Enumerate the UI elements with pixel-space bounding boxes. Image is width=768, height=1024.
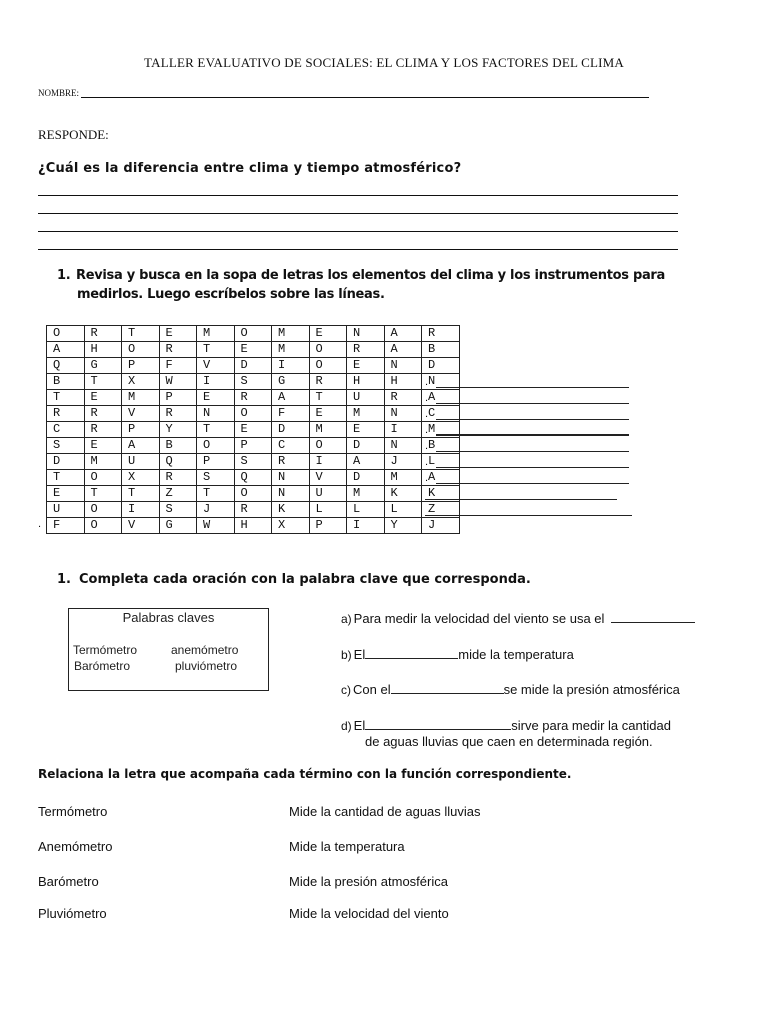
- grid-cell[interactable]: E: [234, 422, 272, 438]
- grid-cell[interactable]: A: [347, 454, 385, 470]
- grid-cell[interactable]: A: [122, 438, 160, 454]
- sentence-c: [341, 681, 680, 697]
- grid-cell[interactable]: P: [159, 390, 197, 406]
- grid-row: [47, 374, 460, 390]
- bullet-dot: .: [425, 472, 429, 484]
- grid-cell[interactable]: T: [197, 486, 235, 502]
- grid-cell[interactable]: D: [422, 358, 460, 374]
- grid-cell[interactable]: Y: [384, 518, 422, 534]
- relation-function: Mide la cantidad de aguas lluvias: [289, 804, 481, 819]
- grid-cell[interactable]: K: [422, 486, 460, 502]
- grid-cell[interactable]: E: [47, 486, 85, 502]
- relation-term: Termómetro: [38, 804, 108, 819]
- relation-function: Mide la presión atmosférica: [289, 874, 448, 889]
- grid-cell[interactable]: N: [272, 470, 310, 486]
- worksheet-title: TALLER EVALUATIVO DE SOCIALES: EL CLIMA Y LOS FACTORES DEL CLIMA: [144, 55, 624, 70]
- instruction-number: 1.: [57, 268, 71, 283]
- sentence-text: El: [353, 647, 366, 662]
- answer-blank[interactable]: [425, 472, 629, 484]
- grid-cell[interactable]: S: [234, 454, 272, 470]
- grid-cell[interactable]: C: [272, 438, 310, 454]
- sentence-text: Con el: [353, 682, 391, 697]
- grid-row: [47, 358, 460, 374]
- grid-cell[interactable]: E: [234, 342, 272, 358]
- grid-cell[interactable]: E: [347, 358, 385, 374]
- grid-cell[interactable]: R: [159, 406, 197, 422]
- grid-cell[interactable]: X: [122, 374, 160, 390]
- sentence-label: a): [341, 612, 352, 626]
- fill-blank[interactable]: [365, 646, 458, 659]
- grid-cell[interactable]: E: [309, 406, 347, 422]
- grid-cell[interactable]: F: [159, 358, 197, 374]
- grid-cell[interactable]: V: [197, 358, 235, 374]
- blank-line[interactable]: [436, 475, 629, 484]
- answer-blank[interactable]: [425, 456, 629, 468]
- bullet-dot: .: [425, 424, 429, 436]
- grid-cell[interactable]: O: [234, 406, 272, 422]
- sentence-b: [341, 646, 574, 662]
- grid-cell[interactable]: Z: [159, 486, 197, 502]
- grid-cell[interactable]: U: [122, 454, 160, 470]
- grid-row: [47, 342, 460, 358]
- grid-cell[interactable]: P: [197, 454, 235, 470]
- grid-cell[interactable]: I: [347, 518, 385, 534]
- sentence-label: b): [341, 648, 352, 662]
- grid-row: [47, 470, 460, 486]
- grid-cell[interactable]: C: [47, 422, 85, 438]
- blank-line[interactable]: [425, 515, 632, 516]
- grid-cell[interactable]: O: [309, 358, 347, 374]
- grid-cell[interactable]: Y: [159, 422, 197, 438]
- grid-cell[interactable]: U: [47, 502, 85, 518]
- answer-line[interactable]: [38, 231, 678, 232]
- grid-cell[interactable]: O: [234, 486, 272, 502]
- grid-cell[interactable]: E: [84, 390, 122, 406]
- grid-cell[interactable]: R: [347, 342, 385, 358]
- grid-cell[interactable]: R: [422, 326, 460, 342]
- fill-blank[interactable]: [391, 681, 504, 694]
- sentence-text: sirve para medir la cantidad: [511, 718, 671, 733]
- keywords-heading: Palabras claves: [122, 610, 215, 625]
- grid-cell[interactable]: T: [197, 422, 235, 438]
- grid-cell[interactable]: S: [47, 438, 85, 454]
- grid-row: [47, 438, 460, 454]
- grid-cell[interactable]: X: [272, 518, 310, 534]
- grid-cell[interactable]: Z: [422, 502, 460, 518]
- blank-line[interactable]: [436, 395, 629, 404]
- blank-line[interactable]: [425, 499, 617, 500]
- grid-cell[interactable]: W: [197, 518, 235, 534]
- grid-row: [47, 486, 460, 502]
- grid-cell[interactable]: L: [347, 502, 385, 518]
- grid-cell[interactable]: J: [197, 502, 235, 518]
- grid-cell[interactable]: O: [84, 518, 122, 534]
- name-field[interactable]: [38, 88, 649, 98]
- grid-cell[interactable]: Q: [234, 470, 272, 486]
- grid-cell[interactable]: U: [347, 390, 385, 406]
- responde-heading: RESPONDE:: [38, 127, 109, 142]
- grid-cell[interactable]: L: [309, 502, 347, 518]
- grid-cell[interactable]: R: [84, 406, 122, 422]
- grid-cell[interactable]: P: [122, 358, 160, 374]
- grid-cell[interactable]: O: [197, 438, 235, 454]
- grid-cell[interactable]: A: [384, 342, 422, 358]
- blank-line[interactable]: [436, 459, 629, 468]
- grid-cell[interactable]: T: [84, 486, 122, 502]
- answer-blank[interactable]: [425, 376, 629, 388]
- grid-cell[interactable]: T: [122, 326, 160, 342]
- grid-cell[interactable]: L: [384, 502, 422, 518]
- grid-cell[interactable]: P: [309, 518, 347, 534]
- grid-cell[interactable]: G: [159, 518, 197, 534]
- grid-cell[interactable]: B: [422, 438, 460, 454]
- sentence-d: [341, 717, 671, 749]
- grid-cell[interactable]: T: [309, 390, 347, 406]
- relation-function: Mide la velocidad del viento: [289, 906, 449, 921]
- grid-row: [47, 326, 460, 342]
- sentence-text: El: [353, 718, 366, 733]
- bullet-dot: .: [425, 408, 429, 420]
- grid-cell[interactable]: U: [309, 486, 347, 502]
- instruction-number: 1.: [57, 572, 71, 587]
- keyword: Termómetro: [73, 643, 138, 657]
- grid-cell[interactable]: V: [309, 470, 347, 486]
- grid-cell[interactable]: R: [272, 454, 310, 470]
- relation-term: Barómetro: [38, 874, 99, 889]
- grid-cell[interactable]: M: [272, 326, 310, 342]
- answer-line[interactable]: [38, 249, 678, 250]
- grid-cell[interactable]: Q: [159, 454, 197, 470]
- grid-cell[interactable]: O: [84, 502, 122, 518]
- grid-cell[interactable]: P: [234, 438, 272, 454]
- grid-cell[interactable]: D: [234, 358, 272, 374]
- grid-cell[interactable]: H: [234, 518, 272, 534]
- sentence-a: [341, 610, 695, 626]
- grid-row: [47, 406, 460, 422]
- grid-cell[interactable]: R: [159, 342, 197, 358]
- name-line[interactable]: [81, 88, 649, 98]
- grid-cell[interactable]: T: [197, 342, 235, 358]
- grid-cell[interactable]: S: [234, 374, 272, 390]
- answer-blank[interactable]: [425, 408, 629, 420]
- grid-row: [47, 454, 460, 470]
- fill-blank[interactable]: [611, 610, 695, 623]
- answer-blank[interactable]: [425, 392, 629, 404]
- grid-cell[interactable]: R: [159, 470, 197, 486]
- grid-cell[interactable]: M: [422, 422, 460, 438]
- grid-cell[interactable]: N: [197, 406, 235, 422]
- grid-cell[interactable]: O: [84, 470, 122, 486]
- grid-cell[interactable]: M: [309, 422, 347, 438]
- blank-line[interactable]: [436, 411, 629, 420]
- grid-cell[interactable]: T: [47, 470, 85, 486]
- relation-instruction: Relaciona la letra que acompaña cada término con la función correspondiente.: [38, 767, 572, 781]
- grid-cell[interactable]: R: [84, 422, 122, 438]
- grid-cell[interactable]: A: [422, 390, 460, 406]
- relation-function: Mide la temperatura: [289, 839, 405, 854]
- grid-cell[interactable]: J: [422, 518, 460, 534]
- grid-cell[interactable]: E: [84, 438, 122, 454]
- grid-cell[interactable]: B: [422, 342, 460, 358]
- grid-cell[interactable]: S: [159, 502, 197, 518]
- fill-blank[interactable]: [365, 717, 511, 730]
- sentence-label: c): [341, 683, 351, 697]
- grid-cell[interactable]: M: [197, 326, 235, 342]
- instruction-line: Revisa y busca en la sopa de letras los elementos del clima y los instrumentos para: [76, 268, 666, 283]
- bullet-dot: .: [425, 440, 429, 452]
- grid-cell[interactable]: N: [347, 326, 385, 342]
- grid-cell[interactable]: D: [347, 470, 385, 486]
- answer-blank[interactable]: [425, 440, 629, 452]
- grid-cell[interactable]: I: [384, 422, 422, 438]
- grid-cell[interactable]: M: [384, 470, 422, 486]
- keywords-box: [68, 608, 269, 691]
- grid-row: [47, 518, 460, 534]
- grid-cell[interactable]: G: [272, 374, 310, 390]
- grid-cell[interactable]: O: [47, 326, 85, 342]
- grid-cell[interactable]: G: [84, 358, 122, 374]
- sentence-text: de aguas lluvias que caen en determinada región.: [365, 734, 653, 749]
- bullet-dot: .: [425, 376, 429, 388]
- grid-cell[interactable]: T: [122, 486, 160, 502]
- grid-cell[interactable]: R: [47, 406, 85, 422]
- relation-term: Pluviómetro: [38, 906, 107, 921]
- question-text: ¿Cuál es la diferencia entre clima y tiempo atmosférico?: [38, 161, 462, 176]
- grid-cell[interactable]: O: [309, 342, 347, 358]
- grid-cell[interactable]: N: [422, 374, 460, 390]
- grid-cell[interactable]: X: [122, 470, 160, 486]
- blank-line[interactable]: [436, 379, 629, 388]
- grid-cell[interactable]: D: [47, 454, 85, 470]
- grid-cell[interactable]: I: [309, 454, 347, 470]
- grid-cell[interactable]: I: [272, 358, 310, 374]
- instruction-2: [57, 572, 531, 587]
- grid-cell[interactable]: E: [309, 326, 347, 342]
- sentence-text: Para medir la velocidad del viento se usa el: [353, 611, 605, 626]
- grid-cell[interactable]: K: [272, 502, 310, 518]
- grid-cell[interactable]: M: [272, 342, 310, 358]
- grid-cell[interactable]: M: [84, 454, 122, 470]
- grid-cell[interactable]: O: [309, 438, 347, 454]
- grid-cell[interactable]: I: [197, 374, 235, 390]
- grid-cell[interactable]: E: [159, 326, 197, 342]
- grid-row: [47, 390, 460, 406]
- bullet-dot: .: [425, 392, 429, 404]
- sentence-label: d): [341, 719, 352, 733]
- keyword: anemómetro: [171, 643, 239, 657]
- answer-line[interactable]: [38, 195, 678, 196]
- grid-cell[interactable]: N: [272, 486, 310, 502]
- grid-cell[interactable]: B: [159, 438, 197, 454]
- keyword: Barómetro: [74, 659, 131, 673]
- grid-cell[interactable]: M: [347, 486, 385, 502]
- grid-cell[interactable]: R: [234, 390, 272, 406]
- grid-cell[interactable]: C: [422, 406, 460, 422]
- grid-cell[interactable]: E: [347, 422, 385, 438]
- grid-cell[interactable]: P: [122, 422, 160, 438]
- grid-cell[interactable]: R: [84, 326, 122, 342]
- keyword: pluviómetro: [175, 659, 238, 673]
- grid-cell[interactable]: H: [347, 374, 385, 390]
- grid-row: [47, 502, 460, 518]
- grid-cell[interactable]: A: [422, 470, 460, 486]
- grid-cell[interactable]: F: [47, 518, 85, 534]
- grid-cell[interactable]: N: [384, 438, 422, 454]
- grid-cell[interactable]: M: [122, 390, 160, 406]
- grid-cell[interactable]: R: [384, 390, 422, 406]
- answer-line[interactable]: [38, 213, 678, 214]
- instruction-1: [57, 266, 665, 304]
- grid-cell[interactable]: H: [384, 374, 422, 390]
- blank-line[interactable]: [436, 443, 629, 452]
- instruction-line: medirlos. Luego escríbelos sobre las líneas.: [77, 287, 385, 302]
- grid-cell[interactable]: D: [347, 438, 385, 454]
- grid-cell[interactable]: F: [272, 406, 310, 422]
- grid-cell[interactable]: V: [122, 406, 160, 422]
- grid-cell[interactable]: V: [122, 518, 160, 534]
- grid-cell[interactable]: I: [122, 502, 160, 518]
- blank-line[interactable]: [436, 426, 629, 436]
- relation-term: Anemómetro: [38, 839, 113, 854]
- grid-cell[interactable]: A: [47, 342, 85, 358]
- word-search-grid: [46, 325, 460, 534]
- grid-cell[interactable]: O: [122, 342, 160, 358]
- grid-cell[interactable]: T: [47, 390, 85, 406]
- grid-cell[interactable]: Q: [47, 358, 85, 374]
- grid-cell[interactable]: R: [234, 502, 272, 518]
- sentence-text: mide la temperatura: [458, 647, 574, 662]
- grid-row: [47, 422, 460, 438]
- grid-cell[interactable]: E: [197, 390, 235, 406]
- grid-cell[interactable]: B: [47, 374, 85, 390]
- grid-cell[interactable]: W: [159, 374, 197, 390]
- instruction-text: Completa cada oración con la palabra clave que corresponda.: [79, 572, 531, 587]
- grid-cell[interactable]: O: [234, 326, 272, 342]
- grid-cell[interactable]: K: [384, 486, 422, 502]
- grid-cell[interactable]: T: [84, 374, 122, 390]
- grid-cell[interactable]: A: [272, 390, 310, 406]
- grid-cell[interactable]: H: [84, 342, 122, 358]
- grid-cell[interactable]: N: [384, 358, 422, 374]
- grid-cell[interactable]: M: [347, 406, 385, 422]
- bullet-dot: .: [425, 456, 429, 468]
- grid-cell[interactable]: A: [384, 326, 422, 342]
- grid-cell[interactable]: R: [309, 374, 347, 390]
- grid-cell[interactable]: N: [384, 406, 422, 422]
- grid-cell[interactable]: L: [422, 454, 460, 470]
- grid-cell[interactable]: S: [197, 470, 235, 486]
- grid-dot: .: [38, 518, 42, 530]
- answer-blank[interactable]: [425, 424, 629, 436]
- grid-cell[interactable]: J: [384, 454, 422, 470]
- sentence-text: se mide la presión atmosférica: [503, 682, 680, 697]
- name-label: NOMBRE:: [38, 88, 80, 98]
- grid-cell[interactable]: D: [272, 422, 310, 438]
